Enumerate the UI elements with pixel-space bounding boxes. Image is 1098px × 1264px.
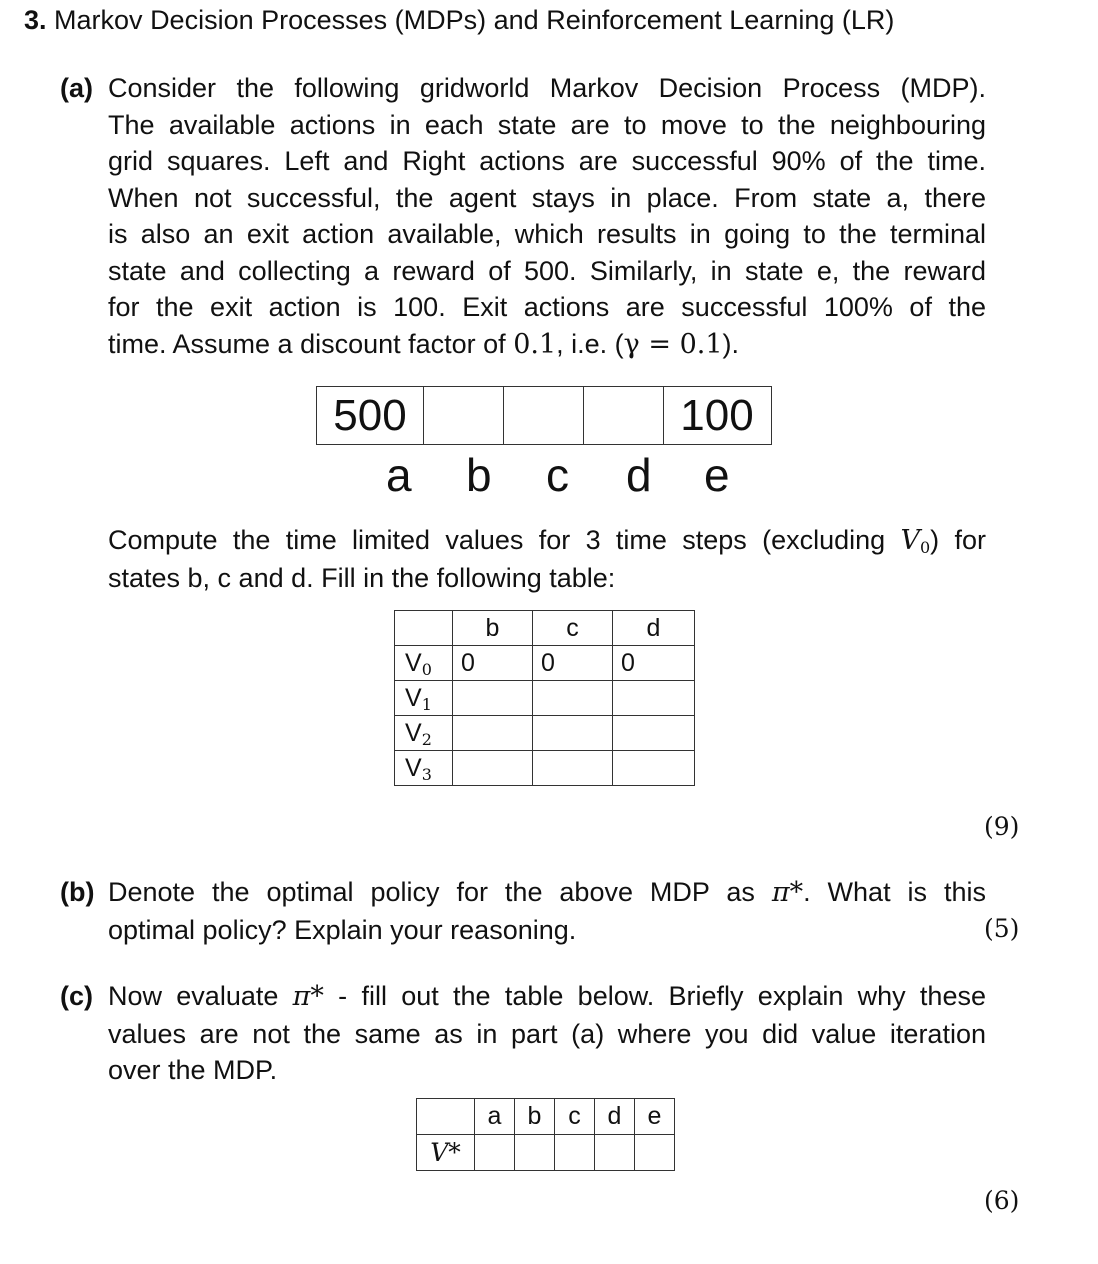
cell-vstar-b[interactable] bbox=[515, 1135, 555, 1171]
gridworld bbox=[316, 386, 772, 445]
cell-vstar-d[interactable] bbox=[595, 1135, 635, 1171]
part-b-text-end: . What is this bbox=[803, 877, 986, 907]
row-label-letter: V bbox=[405, 648, 422, 677]
cell-v0-c[interactable]: 0 bbox=[533, 646, 613, 681]
table-row bbox=[395, 681, 695, 716]
row-label-sub: 0 bbox=[421, 659, 432, 679]
discount-text: time. Assume a discount factor of bbox=[108, 328, 514, 359]
column-header-c: c bbox=[533, 611, 613, 646]
grid-cell-b bbox=[424, 387, 504, 444]
part-b-text-start: Denote the optimal policy for the above MDP as bbox=[108, 877, 772, 907]
part-c-line-1 bbox=[108, 978, 986, 1016]
part-b-text bbox=[108, 874, 986, 948]
part-c-text-start: Now evaluate bbox=[108, 981, 293, 1011]
state-label-e: e bbox=[704, 449, 730, 501]
row-label-v0 bbox=[395, 646, 453, 681]
state-label-a: a bbox=[386, 449, 412, 501]
row-label-sub: 1 bbox=[421, 694, 432, 714]
grid-cell-e: 100 bbox=[680, 390, 754, 440]
part-b-line-2: optimal policy? Explain your reasoning. bbox=[108, 914, 577, 945]
row-label-v3 bbox=[395, 751, 453, 786]
state-label-b: b bbox=[466, 449, 492, 501]
row-label-vstar: V* bbox=[417, 1135, 475, 1171]
part-a-line-2: The available actions in each state are to move to the neighbouring bbox=[108, 109, 986, 140]
row-label-sub: 3 bbox=[421, 764, 432, 784]
grid-cell-a: 500 bbox=[317, 387, 424, 444]
table-row bbox=[395, 646, 695, 681]
table-row bbox=[395, 751, 695, 786]
gamma-expression: γ = 0.1 bbox=[623, 328, 723, 360]
question-number: 3. bbox=[24, 5, 47, 35]
grid-cell-c bbox=[504, 387, 584, 444]
table-corner-cell bbox=[417, 1099, 475, 1135]
cell-v3-c[interactable] bbox=[533, 751, 613, 786]
discount-text-mid: , i.e. ( bbox=[556, 328, 624, 359]
part-a-line-1: Consider the following gridworld Markov Decision Process (MDP). bbox=[108, 73, 986, 103]
column-header-d: d bbox=[613, 611, 695, 646]
row-label-letter: V bbox=[405, 718, 422, 747]
v0-symbol: V bbox=[900, 525, 920, 556]
cell-v2-d[interactable] bbox=[613, 716, 695, 751]
cell-v3-d[interactable] bbox=[613, 751, 695, 786]
grid-state-labels bbox=[386, 448, 744, 502]
cell-v0-b[interactable]: 0 bbox=[453, 646, 533, 681]
part-c-marks: (6) bbox=[984, 1186, 1020, 1215]
pi-star-symbol: π* bbox=[292, 981, 324, 1012]
part-a-marks: (9) bbox=[984, 812, 1020, 841]
policy-evaluation-table bbox=[416, 1098, 675, 1171]
row-label-v1 bbox=[395, 681, 453, 716]
value-iteration-table bbox=[394, 610, 695, 786]
table-corner-cell bbox=[395, 611, 453, 646]
cell-v1-b[interactable] bbox=[453, 681, 533, 716]
cell-v0-d[interactable]: 0 bbox=[613, 646, 695, 681]
part-a-line-7: for the exit action is 100. Exit actions are successful 100% of the bbox=[108, 292, 986, 322]
discount-value: 0.1 bbox=[513, 328, 557, 360]
cell-vstar-e[interactable] bbox=[635, 1135, 675, 1171]
row-label-letter: V bbox=[405, 683, 422, 712]
part-a-label: (a) bbox=[60, 73, 93, 103]
compute-line-2: states b, c and d. Fill in the following table: bbox=[108, 562, 616, 593]
cell-v1-d[interactable] bbox=[613, 681, 695, 716]
part-b-label: (b) bbox=[60, 877, 95, 907]
part-b-marks: (5) bbox=[984, 914, 1020, 943]
state-label-d: d bbox=[626, 449, 652, 501]
column-header-c: c bbox=[555, 1099, 595, 1135]
row-label-letter: V bbox=[405, 753, 422, 782]
part-a-line-4: When not successful, the agent stays in place. From state a, there bbox=[108, 182, 986, 213]
question-title bbox=[24, 2, 894, 39]
compute-text: Compute the time limited values for 3 time steps (excluding bbox=[108, 525, 901, 555]
compute-instruction bbox=[108, 522, 986, 596]
compute-text-end: ) for bbox=[930, 525, 986, 555]
column-header-d: d bbox=[595, 1099, 635, 1135]
column-header-b: b bbox=[515, 1099, 555, 1135]
part-a-line-8 bbox=[108, 326, 986, 364]
part-c-line-2: values are not the same as in part (a) where you did value iteration bbox=[108, 1018, 986, 1049]
part-a-line-5: is also an exit action available, which results in going to the terminal bbox=[108, 219, 986, 249]
column-header-b: b bbox=[453, 611, 533, 646]
cell-vstar-a[interactable] bbox=[475, 1135, 515, 1171]
v0-subscript: 0 bbox=[919, 538, 931, 557]
table-row bbox=[417, 1135, 675, 1171]
table-header-row bbox=[395, 611, 695, 646]
cell-v1-c[interactable] bbox=[533, 681, 613, 716]
discount-text-end: ). bbox=[722, 328, 740, 359]
pi-star-symbol: π* bbox=[771, 877, 804, 908]
part-a-line-6: state and collecting a reward of 500. Similarly, in state e, the reward bbox=[108, 255, 986, 286]
grid-cell-d bbox=[584, 387, 664, 444]
column-header-e: e bbox=[635, 1099, 675, 1135]
part-a-text bbox=[108, 70, 986, 363]
part-c-text bbox=[108, 978, 986, 1089]
table-row bbox=[395, 716, 695, 751]
question-title-text: Markov Decision Processes (MDPs) and Reinforcement Learning (LR) bbox=[54, 5, 895, 35]
part-c-label: (c) bbox=[60, 981, 93, 1011]
table-header-row bbox=[417, 1099, 675, 1135]
cell-vstar-c[interactable] bbox=[555, 1135, 595, 1171]
cell-v2-b[interactable] bbox=[453, 716, 533, 751]
row-label-v2 bbox=[395, 716, 453, 751]
part-c-text-end: - fill out the table below. Briefly explain why these bbox=[323, 981, 986, 1011]
part-a-line-3: grid squares. Left and Right actions are successful 90% of the time. bbox=[108, 146, 986, 176]
compute-line-1 bbox=[108, 522, 986, 560]
column-header-a: a bbox=[475, 1099, 515, 1135]
cell-v3-b[interactable] bbox=[453, 751, 533, 786]
part-c-line-3: over the MDP. bbox=[108, 1055, 278, 1085]
part-b-line-1 bbox=[108, 874, 986, 912]
cell-v2-c[interactable] bbox=[533, 716, 613, 751]
row-label-sub: 2 bbox=[421, 729, 432, 749]
state-label-c: c bbox=[546, 449, 569, 501]
